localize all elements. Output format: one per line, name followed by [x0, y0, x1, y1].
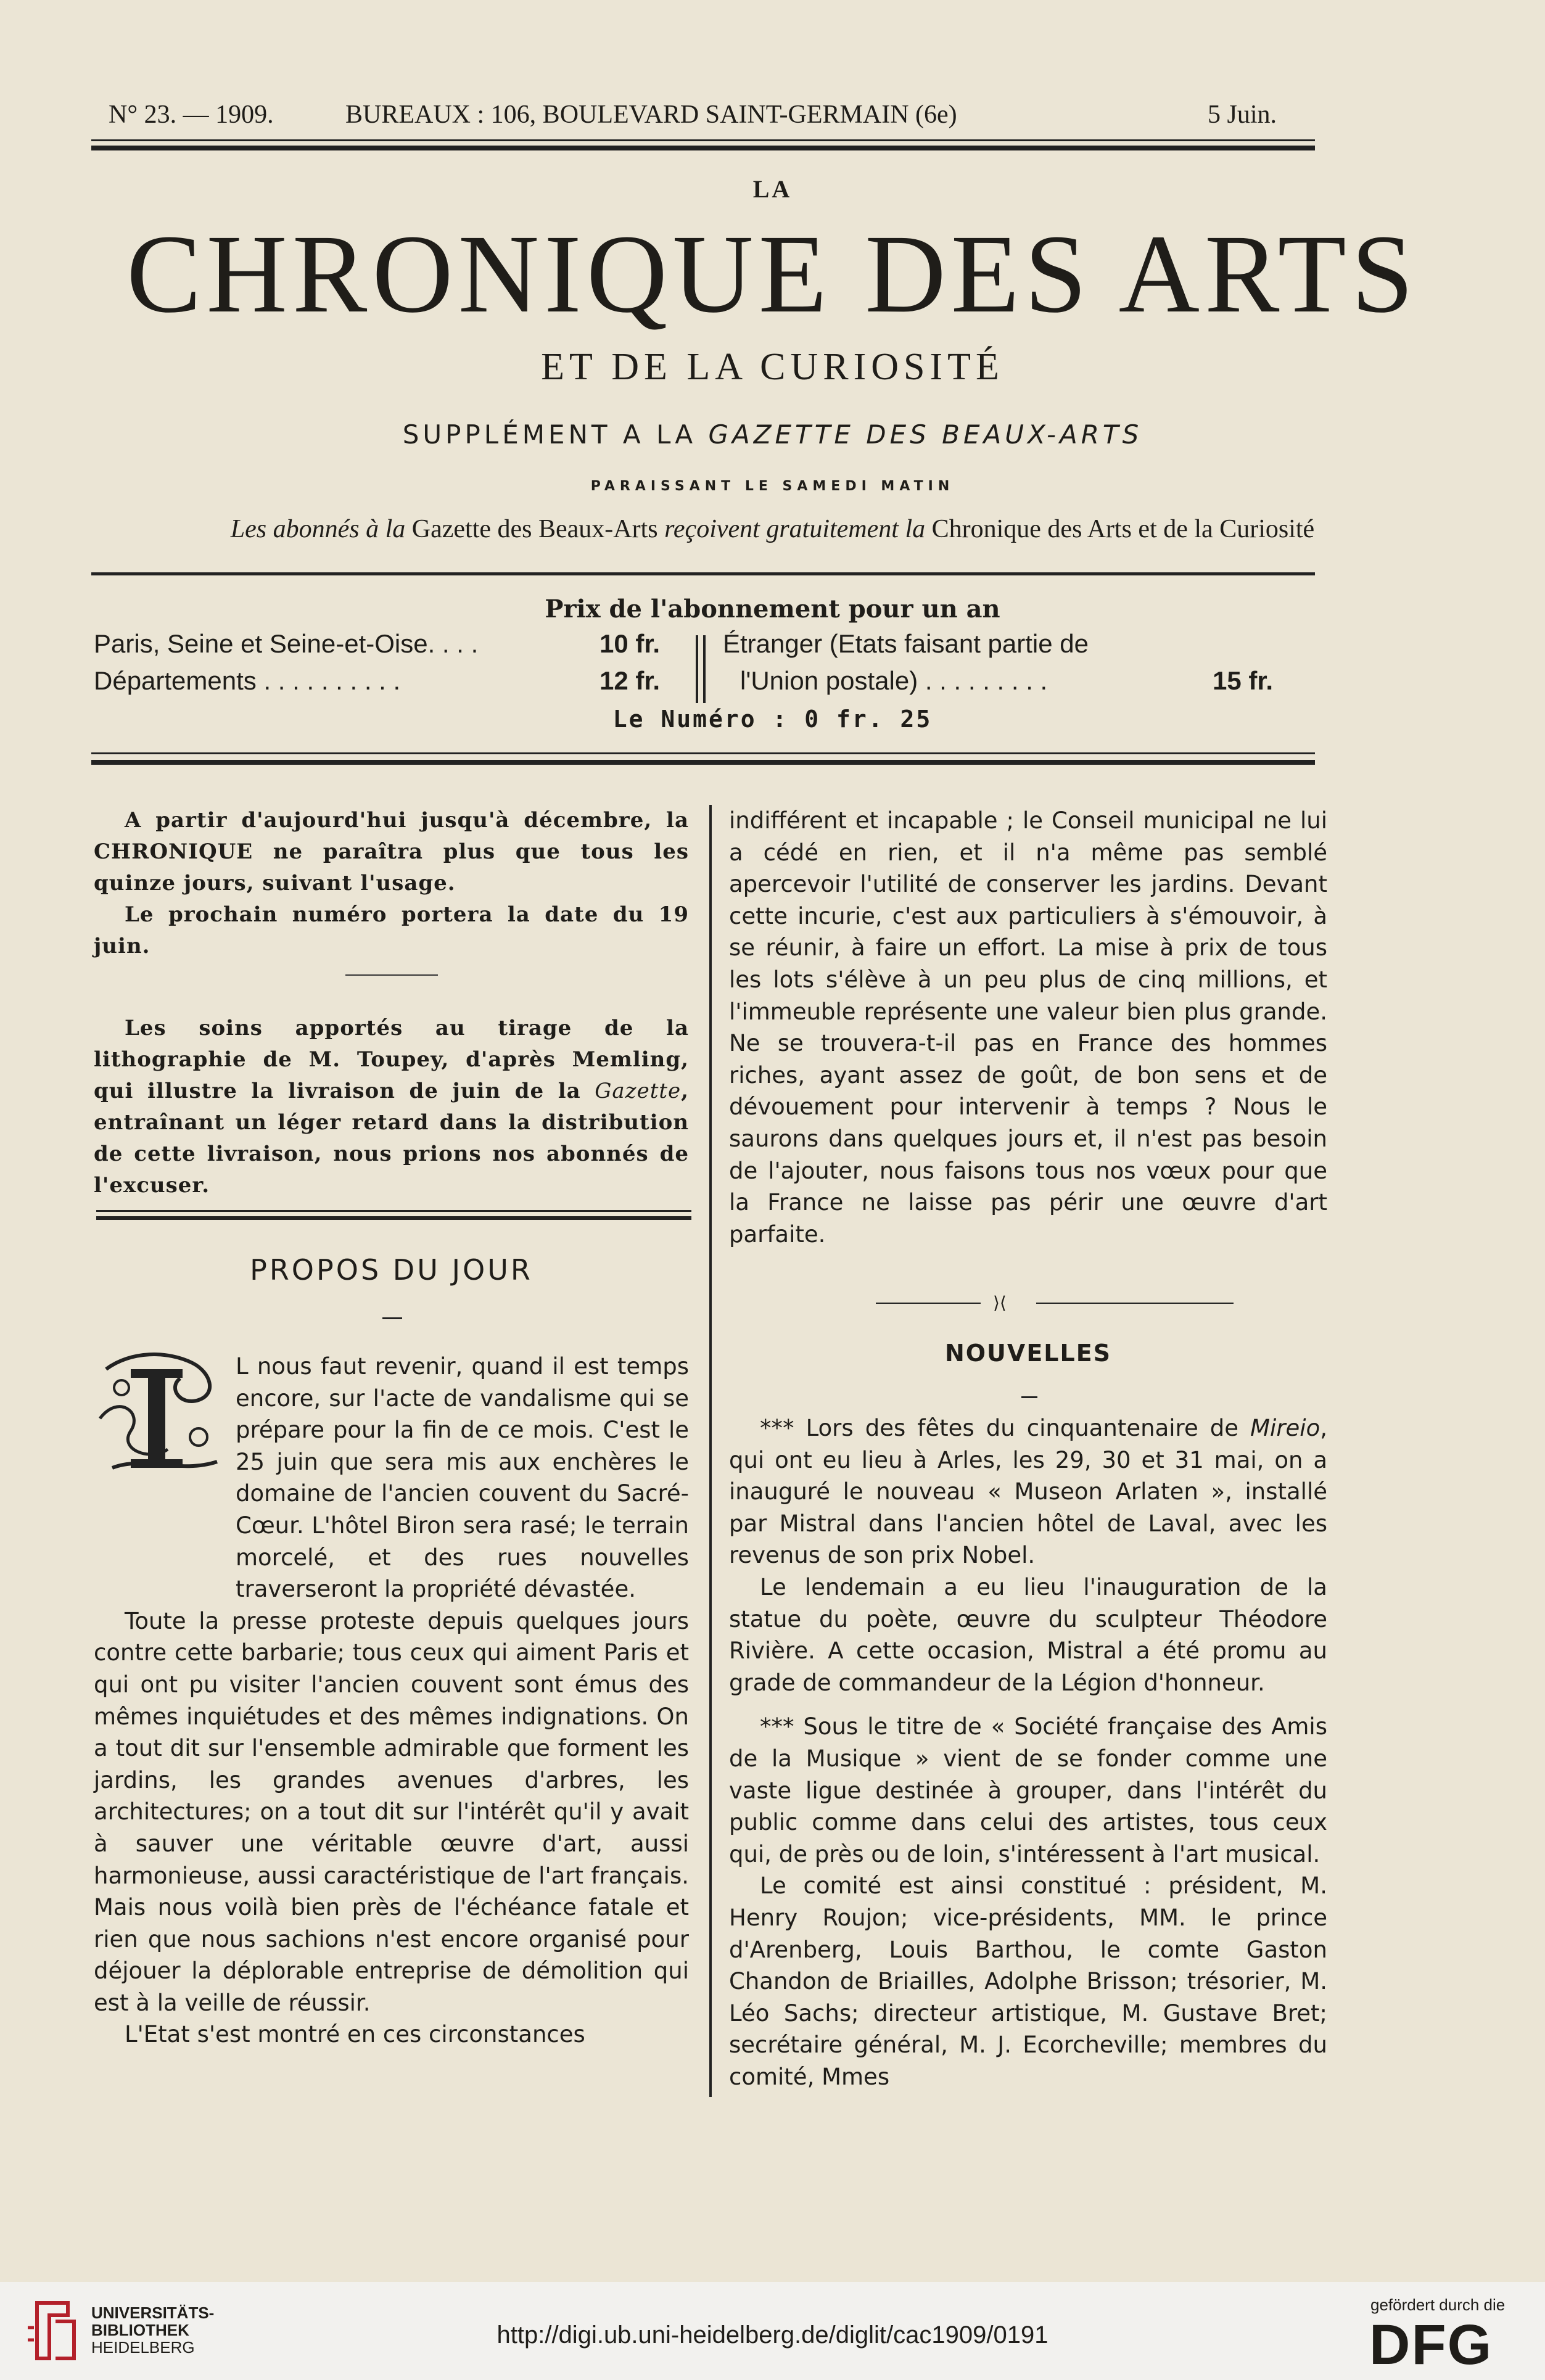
abonnes-1: Les abonnés à la — [230, 515, 412, 543]
subscription-divider-2 — [703, 635, 706, 703]
funded-by: gefördert durch die — [1370, 2296, 1506, 2314]
issue-line — [91, 90, 1312, 137]
etranger-label-2: l'Union postale) . . . . . . . . . — [740, 666, 1048, 695]
propos-heading: PROPOS DU JOUR — [250, 1253, 533, 1287]
notice-delay-gazette: Gazette — [595, 1079, 682, 1103]
news-1-mireio: Mireio — [1250, 1415, 1320, 1441]
issue-date: 5 Juin. — [1208, 101, 1277, 129]
notice-delay — [94, 1013, 689, 1201]
right-ornament-left — [876, 1303, 981, 1304]
propos-para-2: Toute la presse proteste depuis quelques jours contre cette barbarie; tous ceux qui aiment Paris et qui ont pu visiter l'ancien couvent sont émus des mêmes inquiétudes et des mêmes indignations. On a tout dit sur l'ensemble admirable que forment les jardins, les grandes avenues d'arbres, les architectures; on a tout dit sur l'intérêt qu'il y avait à sauver une véritable œuvre d'art, aussi harmonieuse, aussi caractéristique de l'art français. Mais nous voilà bien près de l'échéance fatale et rien que nous sachions n'est encore organisé pour déjouer la déplorable entreprise de démolition qui est à la veille de réussir. — [94, 1607, 689, 2016]
etranger-label-1: Étranger (Etats faisant partie de — [723, 629, 1089, 658]
nouvelles-body — [729, 1412, 1327, 2093]
paris-label: Paris, Seine et Seine-et-Oise. . . . — [94, 629, 479, 658]
abonnes-3: reçoivent gratuitement la — [664, 515, 932, 543]
left-rule-top — [96, 1210, 691, 1212]
propos-dash — [382, 1317, 402, 1319]
paris-price: 10 fr. — [599, 629, 661, 658]
masthead-subtitle: ET DE LA CURIOSITÉ — [541, 346, 1004, 388]
supplement-gazette: GAZETTE DES BEAUX-ARTS — [708, 419, 1143, 450]
news-1c: , qui ont eu lieu à Arles, les 29, 30 et 31 mai, on a inauguré le nouveau « Museon Arlaten », installé par Mistral dans l'ancien hôtel de Laval, avec les revenus de son prix Nobel. — [729, 1415, 1327, 1569]
masthead-title: CHRONIQUE DES ARTS — [126, 212, 1419, 336]
right-column — [729, 805, 1327, 1250]
notice-next-issue: Le prochain numéro portera la date du 19 juin. — [94, 902, 689, 958]
digital-library-footer — [0, 2282, 1545, 2380]
nouvelles-heading: NOUVELLES — [944, 1340, 1112, 1367]
masthead-article: LA — [752, 175, 793, 203]
library-name-3: HEIDELBERG — [91, 2338, 195, 2357]
news-1 — [729, 1412, 1327, 1571]
departements-label: Départements . . . . . . . . . . — [94, 666, 401, 695]
news-2: Le lendemain a eu lieu l'inauguration de la statue du poète, œuvre du sculpteur Théodore Rivière. A cette occasion, Mistral a été promu au grade de commandeur de la Légion d'honneur. — [729, 1573, 1327, 1696]
news-1a: *** Lors des fêtes du cinquantenaire de — [760, 1415, 1251, 1441]
subscription-rule-top — [91, 752, 1315, 754]
abonnes-4: Chronique des Arts et de la Curiosité — [931, 515, 1315, 543]
numero-price: Le Numéro : 0 fr. 25 — [612, 706, 933, 733]
news-4: Le comité est ainsi constitué : président, M. Henry Roujon; vice-présidents, MM. le prince d'Arenberg, Louis Barthou, le comte Gaston Chandon de Briailles, Adolphe Brisson; trésorier, M. Léo Sachs; directeur artistique, M. Gustave Bret; secrétaire général, M. J. Ecorcheville; membres du comité, Mmes — [729, 1872, 1327, 2090]
masthead-supplement — [0, 419, 1545, 450]
etranger-price: 15 fr. — [1213, 666, 1274, 695]
header-rule-top — [91, 139, 1315, 141]
subscription-divider-1 — [696, 635, 698, 703]
subscription-rule-bottom — [91, 760, 1315, 765]
notice-separator — [345, 974, 438, 976]
left-rule-bottom — [96, 1216, 691, 1220]
issue-number: N° 23. — 1909. — [109, 101, 274, 129]
departements-price: 12 fr. — [599, 666, 661, 695]
header-rule-bottom — [91, 146, 1315, 150]
masthead-parution: PARAISSANT LE SAMEDI MATIN — [590, 479, 955, 494]
propos-para-3: L'Etat s'est montré en ces circonstances — [125, 2021, 585, 2048]
library-name-2: BIBLIOTHEK — [91, 2321, 189, 2339]
supplement-prefix: SUPPLÉMENT A LA — [402, 419, 709, 450]
column-divider — [709, 805, 712, 2097]
nouvelles-dash — [1021, 1396, 1037, 1398]
source-url[interactable]: http://digi.ub.uni-heidelberg.de/diglit/cac1909/0191 — [496, 2321, 1049, 2349]
notice-delay-a: Les soins apportés au tirage de la lithographie de M. Toupey, d'après Memling, qui illustre la livraison de juin de la — [94, 1016, 689, 1103]
propos-para-1: L nous faut revenir, quand il est temps encore, sur l'acte de vandalisme qui se prépare pour la fin de ce mois. C'est le 25 juin que sera mis aux enchères le domaine de l'ancien couvent du Sacré-Cœur. L'hôtel Biron sera rasé; le terrain morcelé, et des rues nouvelles traverseront la propriété dévastée. — [236, 1353, 689, 1603]
library-name-1: UNIVERSITÄTS- — [91, 2304, 215, 2322]
abonnes-2: Gazette des Beaux-Arts — [411, 515, 665, 543]
notice-frequency: A partir d'aujourd'hui jusqu'à décembre, la CHRONIQUE ne paraîtra plus que tous les quinze jours, suivant l'usage. — [94, 808, 689, 896]
right-ornament-right — [1036, 1303, 1234, 1304]
subscription-title: Prix de l'abonnement pour un an — [545, 595, 1000, 624]
right-ornament-icon: ⟩⟨ — [993, 1293, 1007, 1313]
notice-delay-c: , entraînant un léger retard dans la distribution de cette livraison, nous prions nos abonnés de l'excuser. — [94, 1079, 689, 1198]
propos-body — [94, 1351, 689, 2051]
bureaux-address: BUREAUX : 106, BOULEVARD SAINT-GERMAIN (6e) — [345, 101, 957, 129]
masthead-rule — [91, 572, 1315, 575]
propos-continued: indifférent et incapable ; le Conseil municipal ne lui a cédé en rien, et il n'a même pas semblé apercevoir l'utilité de conserver les jardins. Devant cette incurie, c'est aux particuliers à s'émouvoir, à se réunir, à faire un effort. La mise à prix de tous les lots s'élève à un peu plus de cinq millions, et l'immeuble représente une valeur bien plus grande. Ne se trouvera-t-il pas en France des hommes riches, ayant assez de goût, de bon sens et de dévouement pour intervenir à temps ? Nous le saurons dans quelques jours et, il n'est pas besoin de l'ajouter, nous faisons tous nos vœux pour que la France ne laisse pas périr une œuvre d'art parfaite. — [729, 807, 1327, 1248]
masthead-abonnes — [0, 514, 1545, 544]
news-3: *** Sous le titre de « Société française des Amis de la Musique » vient de se fonder comme une vaste ligue destinée à grouper, dans l'intérêt du public comme dans celui des artistes, tous ceux qui, de près ou de loin, s'intéressent à l'art musical. — [729, 1713, 1327, 1867]
left-column — [94, 805, 689, 1201]
dfg-logo: DFG — [1369, 2313, 1493, 2376]
